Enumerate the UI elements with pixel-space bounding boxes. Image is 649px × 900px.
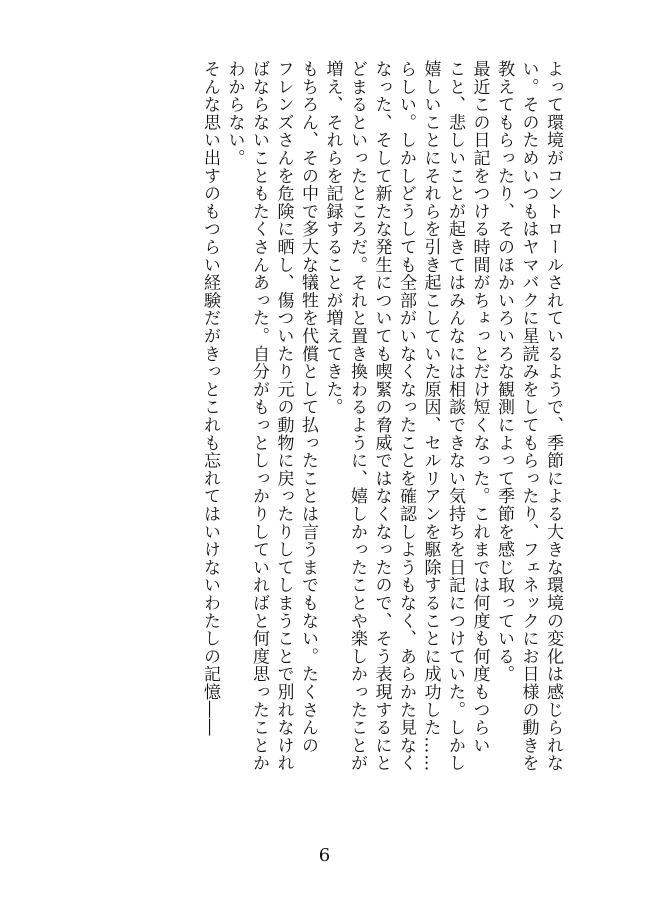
text-column: なった、そして新たな発生についても喫緊の脅威ではなくなったので、そう表現するにと <box>371 60 392 772</box>
text-column: 嬉しいことにそれらを引き起こしていた原因、セルリアンを駆除することに成功した…… <box>420 60 441 772</box>
text-column: こと、悲しいことが起きてはみんなには相談できない気持ちを日記につけていた。しかし <box>445 60 465 772</box>
text-column: もちろん、その中で多大な犠牲を代償として払ったことは言うまでもない。たくさんの <box>298 60 318 755</box>
text-column: どまるといったところだ。それと置き換わるように、嬉しかったことや楽しかったことが <box>347 60 367 772</box>
text-column: い。そのためいつもはヤマバクに星読みをしてもらったり、フェネックにお日様の動きを <box>518 60 539 772</box>
text-column: わからない。 <box>224 60 245 167</box>
text-column: よって環境がコントロールされているようで、季節による大きな環境の変化は感じられな <box>543 60 563 772</box>
text-column: 最近この日記をつける時間がちょっとだけ短くなった。これまでは何度も何度もつらい <box>469 60 490 755</box>
text-column: らしい。しかしどうしても全部がいなくなったことを確認しようもなく、あらかた見なく <box>396 60 416 772</box>
text-column: ばならないこともたくさんあった。自分がもっとしっかりしていればと何度思ったことか <box>249 60 269 772</box>
page-number: 6 <box>318 845 331 866</box>
text-column: 教えてもらったり、そのほかいろいろな観測によって季節を感じ取っている。 <box>494 60 514 683</box>
text-column: フレンズさんを危険に晒し、傷ついたり元の動物に戻ったりしてしまうことで別れなけれ <box>273 60 294 772</box>
vertical-text-body <box>85 60 565 790</box>
text-column: そんな思い出すのもつらい経験だがきっとこれも忘れてはいけないわたしの記憶―― <box>200 60 220 737</box>
text-column: 増え、それらを記録することが増えてきた。 <box>322 60 343 416</box>
